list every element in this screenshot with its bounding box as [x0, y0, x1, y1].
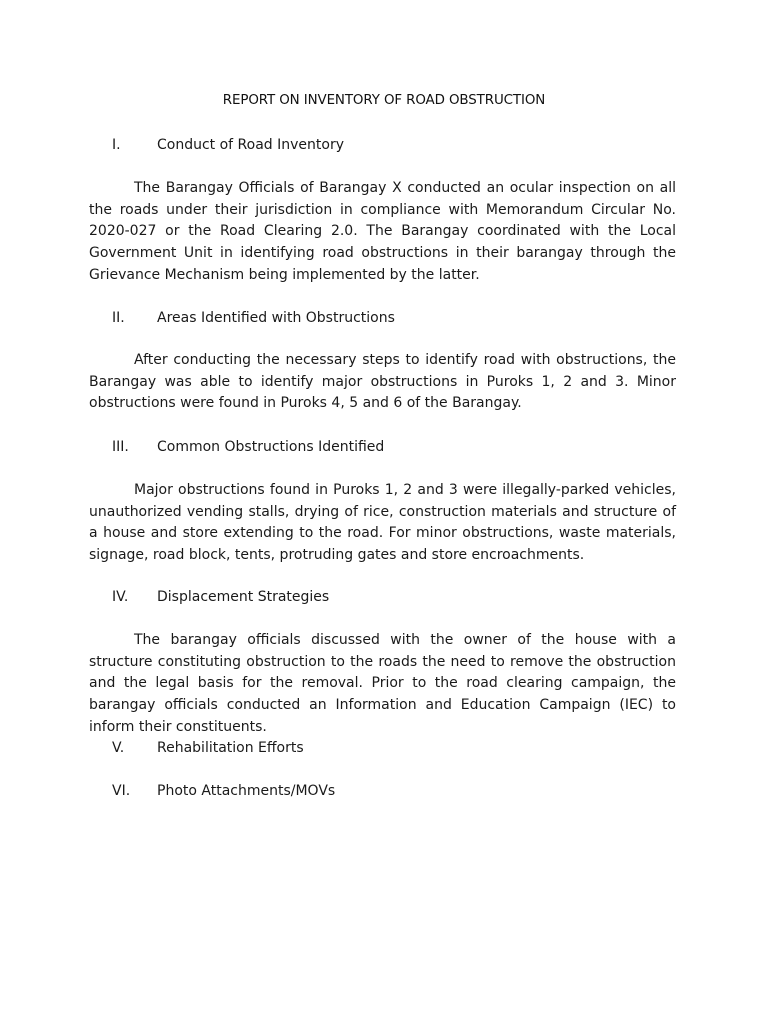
section-heading-5 — [112, 740, 304, 756]
section-heading-1 — [112, 137, 344, 153]
section-paragraph-1: The Barangay Officials of Barangay X conducted an ocular inspection on all the roads under their jurisdiction in compliance with Memorandum Circular No. 2020-027 or the Road Clearing 2.0. The Barangay coordinated with the Local Government Unit in identifying road obstructions in their barangay through the Grievance Mechanism being implemented by the latter. — [89, 180, 676, 283]
section-heading-3 — [112, 439, 384, 455]
section-title: Photo Attachments/MOVs — [157, 783, 336, 799]
section-title: Conduct of Road Inventory — [157, 137, 345, 153]
section-number: VI. — [112, 783, 131, 799]
section-number: IV. — [112, 589, 129, 605]
section-heading-4 — [112, 589, 329, 605]
section-title: Areas Identified with Obstructions — [157, 310, 395, 326]
section-heading-2 — [112, 310, 395, 326]
section-title: Common Obstructions Identified — [157, 439, 385, 455]
section-paragraph-2: After conducting the necessary steps to identify road with obstructions, the Barangay was able to identify major obstructions in Puroks 1, 2 and 3. Minor obstructions were found in Puroks 4, 5 and 6 of the Barangay. — [89, 352, 676, 412]
section-title: Rehabilitation Efforts — [157, 740, 304, 756]
document-title: REPORT ON INVENTORY OF ROAD OBSTRUCTION — [222, 93, 546, 108]
section-number: III. — [112, 439, 129, 455]
section-paragraph-3: Major obstructions found in Puroks 1, 2 and 3 were illegally-parked vehicles, unauthorized vending stalls, drying of rice, construction materials and structure of a house and store extending to the road. For minor obstructions, waste materials, signage, road block, tents, protruding gates and store encroachments. — [89, 482, 676, 564]
section-number: I. — [112, 137, 121, 153]
section-paragraph-4: The barangay officials discussed with the owner of the house with a structure constituting obstruction to the roads the need to remove the obstruction and the legal basis for the removal. Prior to the road clearing campaign, the barangay officials conducted an Information and Education Campaign (IEC) to inform their constituents. — [89, 632, 676, 735]
section-number: II. — [112, 310, 125, 326]
section-heading-6 — [112, 783, 335, 799]
section-title: Displacement Strategies — [157, 589, 330, 605]
section-number: V. — [112, 740, 125, 756]
